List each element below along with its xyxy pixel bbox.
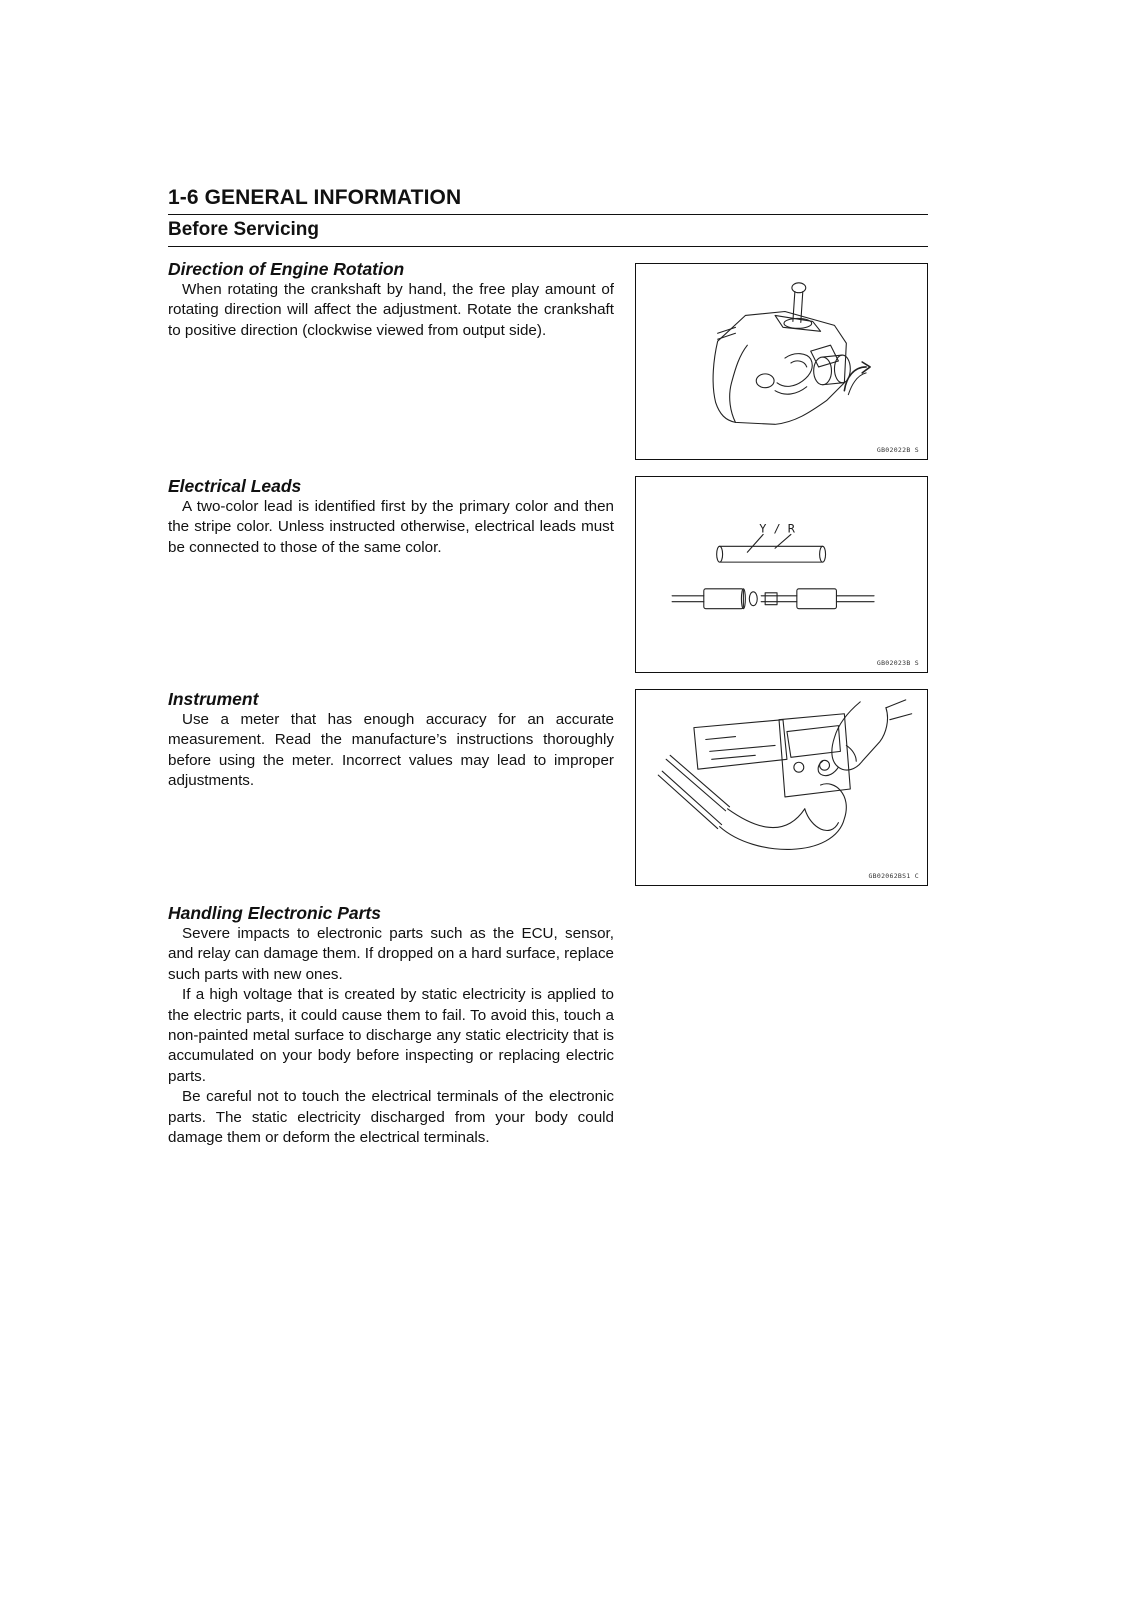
page-title: 1-6 GENERAL INFORMATION xyxy=(168,186,462,209)
section-paragraph: If a high voltage that is created by static electricity is applied to the electric parts, it could cause them to fail. To avoid this, touch a non-painted metal surface to discharge any static electricity that is accumulated on your body before inspecting or replacing electric parts. xyxy=(168,986,614,1085)
section-paragraph: Be careful not to touch the electrical terminals of the electronic parts. The static electricity discharged from your body could damage them or deform the electrical terminals. xyxy=(168,1088,614,1147)
section-heading: Handling Electronic Parts xyxy=(168,903,381,923)
section-electronic-parts xyxy=(168,902,614,1148)
section-paragraph: Severe impacts to electronic parts such as the ECU, sensor, and relay can damage them. If dropped on a hard surface, replace such parts with new ones. xyxy=(168,925,614,983)
multimeter-illustration xyxy=(636,690,927,885)
section-title: Before Servicing xyxy=(168,219,319,240)
section-paragraph: A two-color lead is identified first by the primary color and then the stripe color. Unless instructed otherwise, electrical leads must be connected to those of the same color. xyxy=(168,498,614,556)
section-engine-rotation xyxy=(168,258,614,341)
section-heading: Instrument xyxy=(168,689,259,709)
section-heading: Direction of Engine Rotation xyxy=(168,259,405,279)
figure-instrument-meter xyxy=(635,689,928,886)
section-electrical-leads xyxy=(168,475,614,558)
lead-color-label: Y / R xyxy=(759,521,795,536)
section-paragraph: Use a meter that has enough accuracy for an accurate measurement. Read the manufacture’s instructions thoroughly before using the meter. Incorrect values may lead to improper adjustments. xyxy=(168,711,614,790)
figure-code: GB02022B S xyxy=(876,446,919,454)
section-rule xyxy=(168,246,928,247)
section-paragraph: When rotating the crankshaft by hand, the free play amount of rotating direction will affect the adjustment. Rotate the crankshaft to positive direction (clockwise viewed from output side). xyxy=(168,281,614,339)
section-instrument xyxy=(168,688,614,792)
figure-code: GB02023B S xyxy=(876,659,919,667)
lead-connector-illustration xyxy=(636,477,927,672)
figure-code: GB02062BS1 C xyxy=(868,872,919,880)
page-header xyxy=(168,186,928,247)
engine-case-illustration xyxy=(636,264,927,459)
section-heading: Electrical Leads xyxy=(168,476,302,496)
figure-electrical-leads xyxy=(635,476,928,673)
figure-crankshaft-rotation xyxy=(635,263,928,460)
